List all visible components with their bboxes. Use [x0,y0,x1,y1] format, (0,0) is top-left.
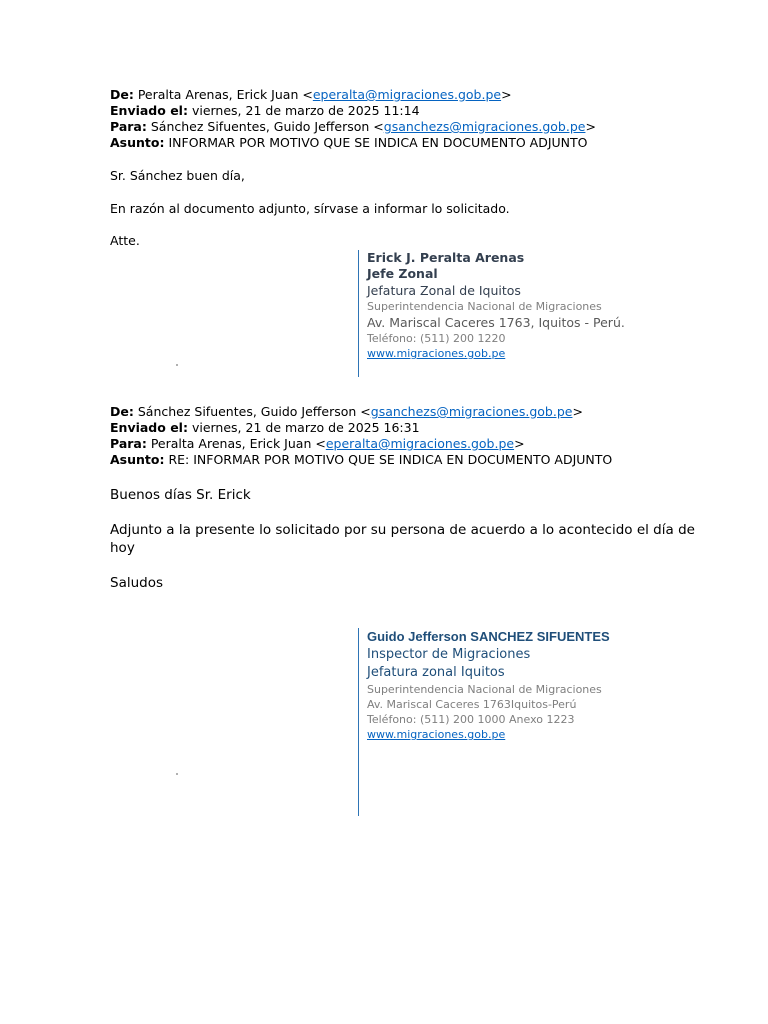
sent-value: viernes, 21 de marzo de 2025 11:14 [191,103,420,118]
signature-block [367,250,625,361]
to-email-link[interactable]: eperalta@migraciones.gob.pe [325,436,515,451]
signature-organization: Superintendencia Nacional de Migraciones [367,683,602,696]
sent-label: Enviado el: [110,103,188,118]
message-body-line-2: hoy [110,540,135,556]
signature-phone: Teléfono: (511) 200 1220 [367,332,506,345]
signature-title: Jefe Zonal [367,266,438,281]
sent-label: Enviado el: [110,420,188,435]
closing: Atte. [110,233,140,248]
from-name: Sánchez Sifuentes, Guido Jefferson < [137,404,371,419]
greeting: Buenos días Sr. Erick [110,487,251,503]
from-label: De: [110,404,134,419]
signature-address: Av. Mariscal Caceres 1763Iquitos-Perú [367,698,577,711]
from-email-link[interactable]: eperalta@migraciones.gob.pe [312,87,502,102]
sent-value: viernes, 21 de marzo de 2025 16:31 [191,420,420,435]
message-body-line-1: Adjunto a la presente lo solicitado por su persona de acuerdo a lo acontecido el día de [110,522,695,538]
to-close: > [585,119,596,134]
to-close: > [514,436,525,451]
from-email-link[interactable]: gsanchezs@migraciones.gob.pe [370,404,573,419]
subject-line [110,452,612,468]
to-label: Para: [110,436,147,451]
from-line [110,404,583,420]
from-name: Peralta Arenas, Erick Juan < [137,87,313,102]
message-body: En razón al documento adjunto, sírvase a informar lo solicitado. [110,201,510,216]
from-close: > [501,87,512,102]
to-name: Peralta Arenas, Erick Juan < [150,436,326,451]
greeting: Sr. Sánchez buen día, [110,168,245,183]
sent-line [110,103,420,119]
signature-divider [358,250,359,377]
closing: Saludos [110,575,164,591]
signature-organization: Superintendencia Nacional de Migraciones [367,300,602,313]
signature-department: Jefatura Zonal de Iquitos [367,283,521,298]
from-label: De: [110,87,134,102]
subject-line [110,135,588,151]
from-close: > [572,404,583,419]
signature-website-link[interactable]: www.migraciones.gob.pe [367,347,506,360]
signature-website-link[interactable]: www.migraciones.gob.pe [367,728,506,741]
signature-phone: Teléfono: (511) 200 1000 Anexo 1223 [367,713,575,726]
signature-department: Jefatura zonal Iquitos [367,665,505,680]
image-placeholder-dot [176,364,178,366]
to-email-link[interactable]: gsanchezs@migraciones.gob.pe [383,119,586,134]
subject-value: INFORMAR POR MOTIVO QUE SE INDICA EN DOCUMENTO ADJUNTO [168,135,588,150]
signature-address: Av. Mariscal Caceres 1763, Iquitos - Perú. [367,315,625,330]
to-line [110,119,596,135]
sent-line [110,420,420,436]
to-name: Sánchez Sifuentes, Guido Jefferson < [150,119,384,134]
subject-label: Asunto: [110,135,165,150]
image-placeholder-dot [176,773,178,775]
signature-name: Erick J. Peralta Arenas [367,250,525,265]
signature-divider [358,628,359,816]
signature-block [367,627,610,742]
signature-name: Guido Jefferson SANCHEZ SIFUENTES [367,629,610,644]
subject-value: RE: INFORMAR POR MOTIVO QUE SE INDICA EN DOCUMENTO ADJUNTO [168,452,613,467]
subject-label: Asunto: [110,452,165,467]
to-label: Para: [110,119,147,134]
from-line [110,87,512,103]
signature-title: Inspector de Migraciones [367,647,531,662]
to-line [110,436,525,452]
